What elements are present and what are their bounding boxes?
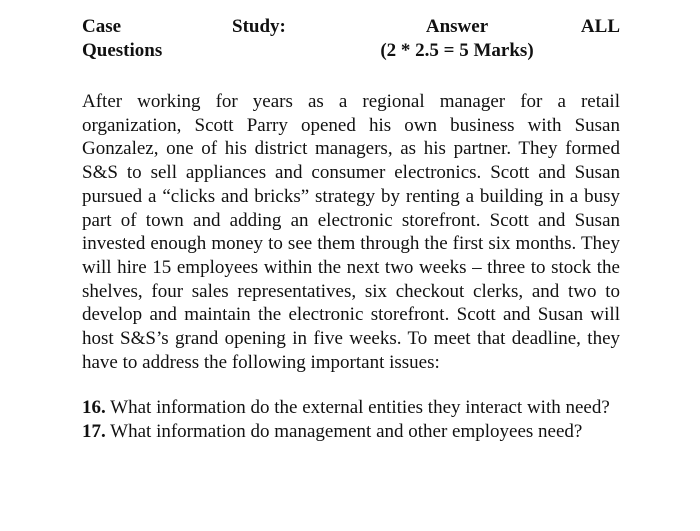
question-text: What information do management and other employees need? <box>110 421 583 443</box>
question-list <box>82 396 620 444</box>
question-text: What information do the external entities they interact with need? <box>110 397 610 419</box>
case-study-heading <box>82 10 620 62</box>
question-17 <box>82 420 620 444</box>
question-16 <box>82 396 620 420</box>
case-paragraph: After working for years as a regional manager for a retail organization, Scott Parry opened his own business with Susan Gonzalez, one of his district managers, as his partner. They formed S&S to sell appliances and consumer electronics. Scott and Susan pursued a “clicks and bricks” strategy by renting a building in a busy part of town and adding an electronic storefront. Scott and Susan invested enough money to see them through the first six months. They will hire 15 employees within the next two weeks – three to stock the shelves, four sales representatives, six checkout clerks, and two to develop and maintain the electronic storefront. Scott and Susan will host S&S’s grand opening in five weeks. To meet that deadline, they have to address the following important issues: <box>82 91 620 373</box>
question-number: 17. <box>82 421 106 443</box>
question-number: 16. <box>82 397 106 419</box>
heading-marks: (2 * 2.5 = 5 Marks) <box>380 40 534 61</box>
heading-case-questions: Case Questions <box>82 16 163 61</box>
document-page <box>82 10 620 444</box>
heading-study: Study: <box>232 16 286 37</box>
heading-answer-block <box>372 15 542 63</box>
heading-answer: Answer <box>425 16 489 37</box>
heading-all: ALL <box>580 16 620 37</box>
